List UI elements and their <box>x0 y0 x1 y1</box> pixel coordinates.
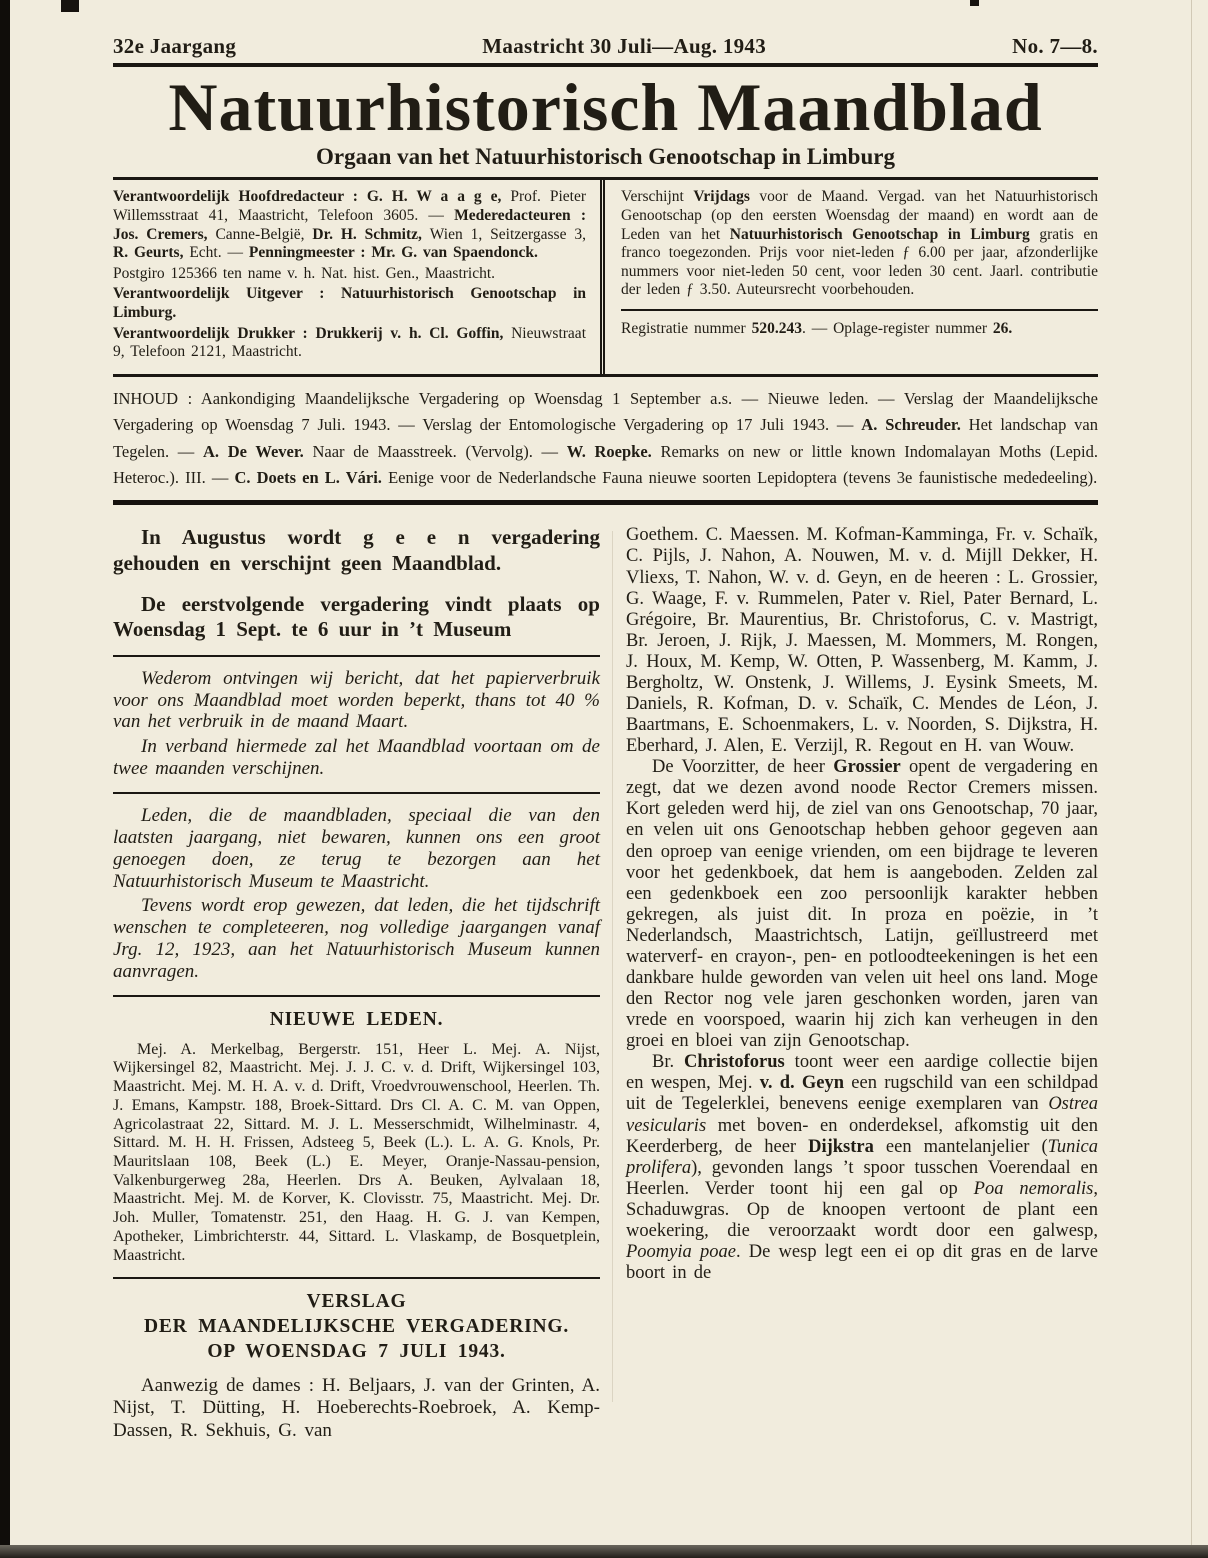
right-column <box>626 525 1098 1442</box>
scan-edge-left <box>0 0 10 1558</box>
column-rule <box>113 1277 600 1279</box>
publisher-paragraph: Verantwoordelijk Uitgever : Natuurhistorisch Genootschap in Limburg. <box>113 285 586 321</box>
column-rule <box>113 792 600 794</box>
page-subtitle: Orgaan van het Natuurhistorisch Genootschap in Limburg <box>316 144 895 170</box>
report-heading-line2: DER MAANDELIJKSCHE VERGADERING. <box>143 1316 570 1338</box>
issue-header <box>113 34 1098 59</box>
editors-paragraph: Verantwoordelijk Hoofdredacteur : G. H. W a a g e, Prof. Pieter Willemsstraat 41, Maastricht, Telefoon 3605. — Mederedacteuren : Jos. Cremers, Canne-België, Dr. H. Schmitz, Wien 1, Seitzergasse 3, R. Geurts, Echt. — Penningmeester : Mr. G. van Spaendonck. <box>113 188 586 262</box>
date-line: Maastricht 30 Juli—Aug. 1943 <box>482 34 767 58</box>
masthead-editors-block <box>113 180 600 373</box>
report-heading-line3: OP WOENSDAG 7 JULI 1943. <box>207 1341 506 1363</box>
registration-line: Registratie nummer 520.243. — Oplage-register nummer 26. <box>621 309 1098 339</box>
printer-paragraph: Verantwoordelijk Drukker : Drukkerij v. h. Cl. Goffin, Nieuwstraat 9, Telefoon 2121, Maastricht. <box>113 324 586 361</box>
body-columns <box>113 525 1098 1442</box>
header-rule <box>113 63 1098 67</box>
column-gap <box>600 525 626 1442</box>
scan-artifact-top-right <box>970 0 979 6</box>
contents-rule <box>113 500 1098 505</box>
paper-fold-line <box>1191 0 1192 1545</box>
column-rule <box>113 655 600 657</box>
postgiro-paragraph: Postgiro 125366 ten name v. h. Nat. hist. Gen., Maastricht. <box>113 264 496 282</box>
return-issues-notice-2: Tevens wordt erop gewezen, dat leden, die het tijdschrift wenschen te completeeren, nog volledige jaargangen vanaf Jrg. 12, 1923, aan het Natuurhistorisch Museum kunnen aanvragen. <box>113 895 600 982</box>
masthead-subscription-block <box>600 180 1098 373</box>
announcement-no-meeting: In Augustus wordt g e e n vergadering gehouden en verschijnt geen Maandblad. <box>113 525 600 575</box>
scan-artifact-top-left <box>61 0 79 12</box>
page-content <box>113 34 1098 1442</box>
paper-restriction-notice-2: In verband hiermede zal het Maandblad voortaan om de twee maanden verschijnen. <box>113 736 600 780</box>
volume-label: 32e Jaargang <box>113 34 237 58</box>
subscription-paragraph: Verschijnt Vrijdags voor de Maand. Vergad. van het Natuurhistorisch Genootschap (op den eersten Woensdag der maand) en wordt aan de Leden van het Natuurhistorisch Genootschap in Limburg gratis en franco toegezonden. Prijs voor niet-leden ƒ 6.00 per jaar, afzonderlijke nummers voor niet-leden 50 cent, voor leden 30 cent. Jaarl. contributie der leden ƒ 3.50. Auteursrecht voorbehouden. <box>621 188 1098 299</box>
left-column <box>113 525 600 1442</box>
column-rule <box>113 995 600 997</box>
scan-edge-bottom <box>0 1545 1208 1558</box>
new-members-heading: NIEUWE LEDEN. <box>269 1008 444 1030</box>
attendance-paragraph: Aanwezig de dames : H. Beljaars, J. van der Grinten, A. Nijst, T. Dütting, H. Hoeberechts-Roebroek, A. Kemp-Dassen, R. Sekhuis, G. van <box>113 1375 600 1441</box>
announcement-next-meeting: De eerstvolgende vergadering vindt plaats op Woensdag 1 Sept. te 6 uur in ’t Museum <box>113 591 600 642</box>
masthead <box>113 180 1098 376</box>
report-heading-line1: VERSLAG <box>306 1291 407 1313</box>
new-members-list: Mej. A. Merkelbag, Bergerstr. 151, Heer L. Mej. A. Nijst, Wijkersingel 82, Maastricht. Mej. J. J. C. v. d. Drift, Wijkersingel 103, Maastricht. Mej. M. H. A. v. d. Drift, Vroedvrouwenschool, Heerlen. Th. J. Emans, Kampstr. 188, Broek-Sittard. Drs Cl. A. C. M. van Oppen, Agricolastraat 22, Sittard. M. J. L. Messerschmidt, Wilhelminastr. 4, Sittard. M. H. H. Frissen, Adsteeg 5, Beek (L.). L. A. G. Knols, Pr. Mauritslaan 108, Beek (L.) E. Meyer, Oranje-Nassau-pension, Valkenburgerweg 28a, Heerlen. Drs A. Beuken, Aylvalaan 18, Maastricht. Mej. M. de Korver, K. Clovisstr. 75, Maastricht. Mej. Dr. Joh. Muller, Tomatenstr. 251, den Haag. H. G. J. van Kempen, Apotheker, Limbrichterstr. 44, Sittard. L. Vlaskamp, de Bosquetplein, Maastricht. <box>113 1040 600 1264</box>
paper-restriction-notice-1: Wederom ontvingen wij bericht, dat het papierverbruik voor ons Maandblad moet worden beperkt, thans tot 40 % van het verbruik in de maand Maart. <box>113 667 600 733</box>
issue-number: No. 7—8. <box>1012 34 1098 58</box>
attendance-continued: Goethem. C. Maessen. M. Kofman-Kamminga, Fr. v. Schaïk, C. Pijls, J. Nahon, A. Nouwen, M. v. d. Mijll Dekker, H. Vliexs, T. Nahon, W. v. d. Geyn, en de heeren : L. Grossier, G. Waage, F. v. Rummelen, Pater v. Riel, Pater Bernard, L. Grégoire, Br. Maurentius, Br. Christoforus, C. v. Mastrigt, Br. Jeroen, J. Rijk, J. Maessen, M. Mommers, M. Rongen, J. Houx, M. Kemp, W. Otten, P. Wassenberg, M. Kamm, J. Bergholtz, W. Onstenk, J. Willems, J. Eysink Smeets, M. Daniels, R. Kofman, D. v. Schaïk, C. Mendes de Léon, J. Baartmans, E. Schoenmakers, L. v. Noorden, S. Dijkstra, H. Eberhard, J. Alen, E. Verzijl, R. Regout en H. van Wouw. <box>626 525 1098 757</box>
specimens-paragraph: Br. Christoforus toont weer een aardige collectie bijen en wespen, Mej. v. d. Geyn een rugschild van een schildpad uit de Tegelerklei, benevens eenige exemplaren van Ostrea vesicularis met boven- en onderdeksel, afkomstig uit den Keerderberg, de heer Dijkstra een mantelanjelier (Tunica prolifera), gevonden langs ’t spoor tusschen Voerendaal en Heerlen. Verder toont hij een gal op Poa nemoralis, Schaduwgras. Op de knoopen vertoont de plant een woekering, die veroorzaakt wordt door een galwesp, Poomyia poae. De wesp legt een ei op dit gras en de larve boort in de <box>626 1052 1099 1284</box>
page-title: Natuurhistorisch Maandblad <box>168 69 1043 145</box>
chairman-paragraph: De Voorzitter, de heer Grossier opent de vergadering en zegt, dat we dezen avond noode Rector Cremers missen. Kort geleden werd hij, de ziel van ons Genootschap, 70 jaar, en velen uit ons Genootschap hebben gehoor gegeven aan den oproep van eenige vrienden, om een bijdrage te leveren voor het gedenkboek, dat hem is aangeboden. Zelden zal een gedenkboek een zoo persoonlijk karakter hebben gekregen, als juist dit. In proza en poëzie, in ’t Nederlandsch, Maastrichtsch, Latijn, geïllustreerd met waterverf- en crayon-, pen- en potloodteekeningen is het een dankbare hulde geworden van velen uit heel ons land. Moge den Rector nog vele jaren geschonken worden, jaren van vrede en voorspoed, waarin hij zich kan verheugen in den groei en bloei van zijn Genootschap. <box>626 757 1098 1052</box>
table-of-contents: INHOUD : Aankondiging Maandelijksche Vergadering op Woensdag 1 September a.s. — Nieuwe leden. — Verslag der Maandelijksche Vergadering op Woensdag 7 Juli. 1943. — Verslag der Entomologische Vergadering op 17 Juli 1943. — A. Schreuder. Het landschap van Tegelen. — A. De Wever. Naar de Maasstreek. (Vervolg). — W. Roepke. Remarks on new or little known Indomalayan Moths (Lepid. Heteroc.). III. — C. Doets en L. Vári. Eenige voor de Nederlandsche Fauna nieuwe soorten Lepidoptera (tevens 3e faunistische mededeeling). <box>113 388 1099 487</box>
return-issues-notice-1: Leden, die de maandbladen, speciaal die van den laatsten jaargang, niet bewaren, kunnen ons een groot genoegen doen, ze terug te bezorgen aan het Natuurhistorisch Museum te Maastricht. <box>113 805 600 892</box>
